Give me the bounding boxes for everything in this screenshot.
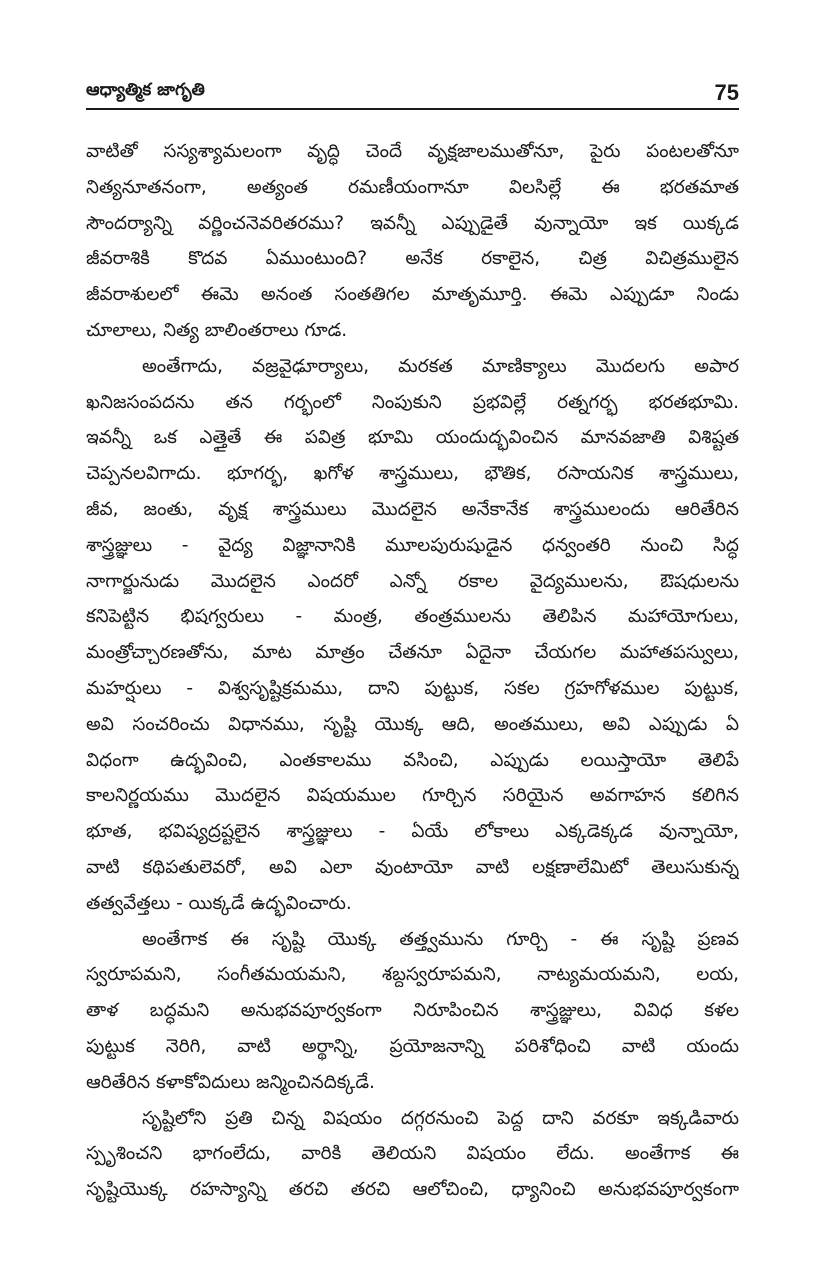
text-line: సృష్టియొక్క రహస్యాన్ని తరచి తరచి ఆలోచించి, ధ్యానించి అనుభవపూర్వకంగా: [86, 1179, 739, 1201]
text-line: మంత్రోచ్చారణతోను, మాట మాత్రం చేతనూ ఏదైనా చేయగల మహాతపస్వులు,: [86, 642, 739, 664]
text-line: విధంగా ఉద్భవించి, ఎంతకాలము వసించి, ఎప్పుడు లయిస్తాయో తెలిపే: [86, 749, 739, 771]
text-line: స్వరూపమని, సంగీతమయమని, శబ్దస్వరూపమని, నాట్యమయమని, లయ,: [86, 964, 739, 986]
text-line: ఖనిజసంపదను తన గర్భంలో నింపుకుని ప్రభవిల్లే రత్నగర్భ భరతభూమి.: [86, 391, 739, 413]
text-line: భూత, భవిష్యద్రష్టలైన శాస్త్రజ్ఞులు - ఏయే లోకాలు ఎక్కడెక్కడ వున్నాయో,: [86, 821, 739, 843]
text-line: జీవరాశులలో ఈమె అనంత సంతతిగల మాతృమూర్తి. ఈమె ఎప్పుడూ నిండు: [86, 284, 739, 306]
text-line: ఆరితేరిన కళాకోవిదులు జన్మించినదిక్కడే.: [86, 1071, 375, 1093]
text-line: ఇవన్నీ ఒక ఎత్తైతే ఈ పవిత్ర భూమి యందుద్భవించిన మానవజాతి విశిష్టత: [86, 427, 739, 449]
text-line: సౌందర్యాన్ని వర్ణించనెవరితరము? ఇవన్నీ ఎప్పుడైతే వున్నాయో ఇక యిక్కడ: [86, 212, 739, 234]
header-title: ఆధ్యాత్మిక జాగృతి: [86, 80, 205, 100]
body-text: [86, 134, 739, 1208]
text-line: నాగార్జునుడు మొదలైన ఎందరో ఎన్నో రకాల వైద్యములను, ఔషధులను: [86, 570, 739, 592]
running-header: [86, 74, 739, 110]
text-line: అంతేగాదు, వజ్రవైఢూర్యాలు, మరకత మాణిక్యాలు మొదలగు అపార: [142, 355, 739, 377]
text-line: జీవరాశికి కొదవ ఏముంటుంది? అనేక రకాలైన, చిత్ర విచిత్రములైన: [86, 248, 739, 270]
text-line: తాళ బద్ధమని అనుభవపూర్వకంగా నిరూపించిన శాస్త్రజ్ఞులు, వివిధ కళల: [86, 1000, 739, 1022]
text-line: అంతేగాక ఈ సృష్టి యొక్క తత్త్వమును గూర్చి - ఈ సృష్టి ప్రణవ: [142, 928, 739, 950]
text-line: అవి సంచరించు విధానము, సృష్టి యొక్క ఆది, అంతములు, అవి ఎప్పుడు ఏ: [86, 713, 739, 735]
text-line: సృష్టిలోని ప్రతి చిన్న విషయం దగ్గరనుంచి పెద్ద దాని వరకూ ఇక్కడివారు: [142, 1107, 739, 1129]
text-line: తత్వవేత్తలు - యిక్కడే ఉద్భవించారు.: [86, 892, 352, 914]
text-line: వాటితో సస్యశ్యామలంగా వృద్ధి చెందే వృక్షజాలముతోనూ, పైరు పంటలతోనూ: [86, 141, 739, 162]
text-line: జీవ, జంతు, వృక్ష శాస్త్రములు మొదలైన అనేకానేక శాస్త్రములందు ఆరితేరిన: [86, 498, 739, 520]
text-line: శాస్త్రజ్ఞులు - వైద్య విజ్ఞానానికి మూలపురుషుడైన ధన్వంతరి నుంచి సిద్ధ: [86, 534, 739, 556]
text-line: మహర్షులు - విశ్వసృష్టిక్రమము, దాని పుట్టుక, సకల గ్రహగోళముల పుట్టుక,: [86, 677, 739, 699]
text-line: కాలనిర్ణయము మొదలైన విషయముల గూర్చిన సరియైన అవగాహన కలిగిన: [86, 785, 739, 807]
text-line: చెప్పనలవిగాదు. భూగర్భ, ఖగోళ శాస్త్రములు, భౌతిక, రసాయనిక శాస్త్రములు,: [86, 463, 739, 485]
text-line: స్పృశించని భాగంలేదు, వారికి తెలియని విషయం లేదు. అంతేగాక ఈ: [86, 1143, 739, 1165]
text-line: పుట్టుక నెరిగి, వాటి అర్థాన్ని, ప్రయోజనాన్ని పరిశోధించి వాటి యందు: [86, 1035, 739, 1057]
page-number: 75: [714, 80, 739, 105]
text-line: కనిపెట్టిన భిషగ్వరులు - మంత్ర, తంత్రములను తెలిపిన మహాయోగులు,: [86, 606, 739, 628]
text-line: వాటి కథిపతులెవరో, అవి ఎలా వుంటాయో వాటి లక్షణాలేమిటో తెలుసుకున్న: [86, 856, 739, 878]
text-line: చూలాలు, నిత్య బాలింతరాలు గూడ.: [86, 319, 348, 341]
text-line: నిత్యనూతనంగా, అత్యంత రమణీయంగానూ విలసిల్లే ఈ భరతమాత: [86, 176, 739, 198]
